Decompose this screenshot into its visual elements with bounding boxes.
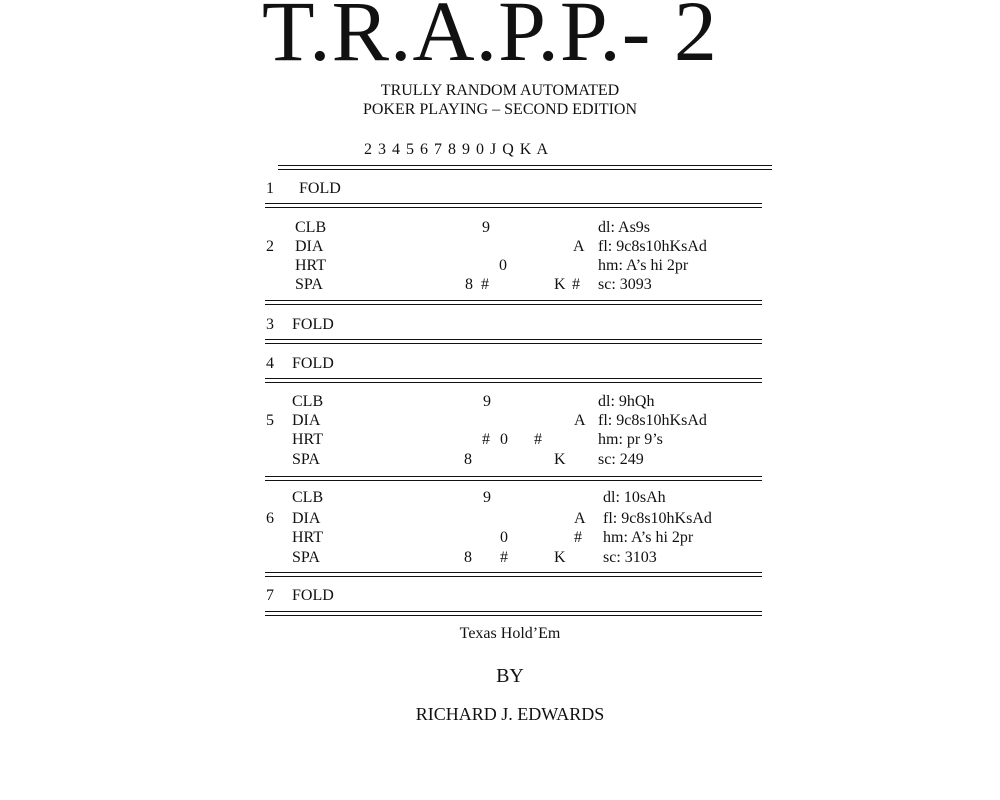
hand-info: sc: 249 [598, 451, 644, 468]
card-mark: A [574, 510, 586, 527]
hand-info: sc: 3103 [603, 549, 657, 566]
hand-number: 1 [266, 180, 274, 197]
hand-number: 7 [266, 587, 274, 604]
suit-label: SPA [292, 549, 320, 566]
card-mark: # [534, 431, 542, 448]
hand-number: 2 [266, 238, 274, 255]
by-label: BY [496, 665, 524, 687]
card-mark: 0 [499, 257, 507, 274]
suit-label: HRT [292, 529, 324, 546]
card-mark: # [572, 276, 580, 293]
hand-status: FOLD [292, 316, 334, 333]
hand-status: FOLD [292, 587, 334, 604]
hand-info: hm: A’s hi 2pr [603, 529, 694, 546]
card-mark: 9 [483, 489, 491, 506]
hand-number: 3 [266, 316, 274, 333]
card-mark: # [481, 276, 489, 293]
hand-info: fl: 9c8s10hKsAd [598, 238, 707, 255]
suit-label: SPA [292, 451, 320, 468]
card-mark: K [554, 276, 566, 293]
card-mark: 8 [464, 549, 472, 566]
hand-info: sc: 3093 [598, 276, 652, 293]
card-mark: 8 [464, 451, 472, 468]
author-name: RICHARD J. EDWARDS [415, 704, 605, 724]
subtitle-line-1: TRULLY RANDOM AUTOMATED [380, 82, 620, 99]
card-mark: K [554, 549, 566, 566]
card-mark: K [554, 451, 566, 468]
game-name: Texas Hold’Em [459, 625, 561, 642]
hand-info: fl: 9c8s10hKsAd [603, 510, 712, 527]
rule [265, 339, 762, 344]
hand-status: FOLD [299, 180, 341, 197]
suit-label: CLB [295, 219, 327, 236]
rule [265, 378, 762, 383]
rule [265, 203, 762, 208]
card-mark: 9 [482, 219, 490, 236]
hand-info: fl: 9c8s10hKsAd [598, 412, 707, 429]
suit-label: HRT [292, 431, 324, 448]
suit-label: HRT [295, 257, 327, 274]
rule [278, 165, 772, 170]
hand-number: 4 [266, 355, 274, 372]
card-mark: A [573, 238, 585, 255]
hand-info: hm: A’s hi 2pr [598, 257, 689, 274]
suit-label: CLB [292, 489, 324, 506]
rule [265, 300, 762, 305]
suit-label: DIA [292, 412, 321, 429]
rule [265, 476, 762, 481]
card-mark: 0 [500, 431, 508, 448]
card-mark: # [482, 431, 490, 448]
rank-header: 2 3 4 5 6 7 8 9 0 J Q K A [364, 141, 550, 158]
card-mark: # [574, 529, 582, 546]
card-mark: A [574, 412, 586, 429]
suit-label: SPA [295, 276, 323, 293]
suit-label: CLB [292, 393, 324, 410]
hand-info: hm: pr 9’s [598, 431, 663, 448]
suit-label: DIA [295, 238, 324, 255]
hand-status: FOLD [292, 355, 334, 372]
card-mark: 8 [465, 276, 473, 293]
rule [265, 611, 762, 616]
suit-label: DIA [292, 510, 321, 527]
hand-number: 5 [266, 412, 274, 429]
rule [265, 572, 762, 577]
card-mark: 0 [500, 529, 508, 546]
hand-info: dl: 10sAh [603, 489, 666, 506]
page-title: T.R.A.P.P.- 2 [262, 0, 718, 79]
hand-number: 6 [266, 510, 274, 527]
card-mark: # [500, 549, 508, 566]
subtitle-line-2: POKER PLAYING – SECOND EDITION [362, 101, 638, 118]
hand-info: dl: As9s [598, 219, 651, 236]
card-mark: 9 [483, 393, 491, 410]
hand-info: dl: 9hQh [598, 393, 655, 410]
